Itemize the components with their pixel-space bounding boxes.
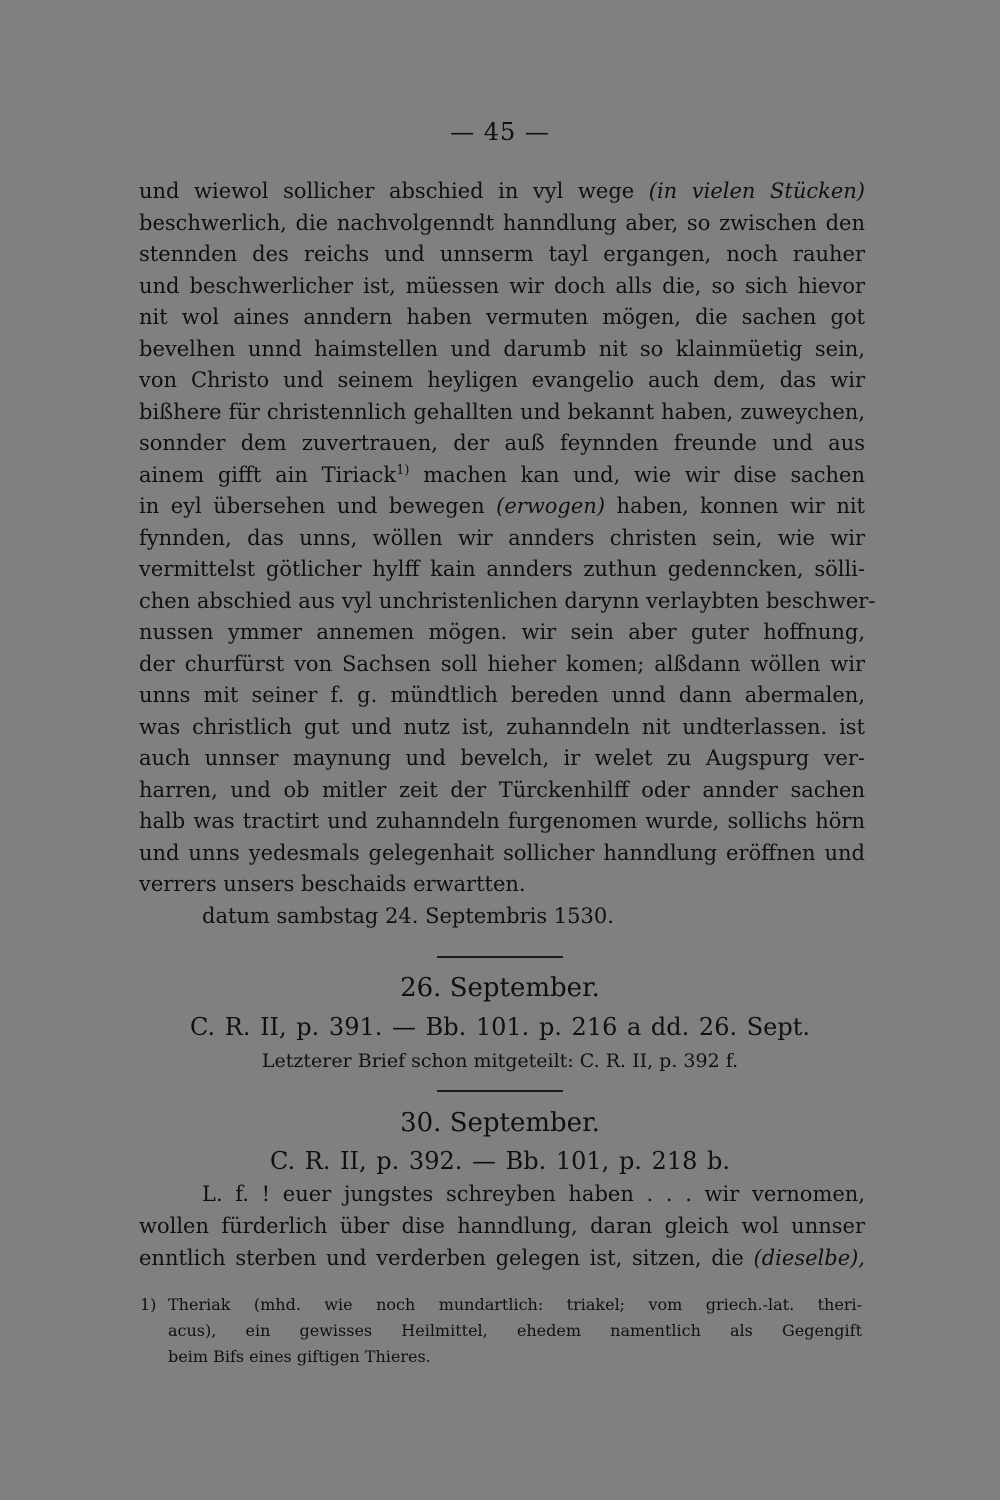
text-line: stennden des reichs und unnserm tayl ergangen, noch rauher xyxy=(139,242,865,266)
text-line: halb was tractirt und zuhanndeln furgenomen wurde, sollichs hörn xyxy=(139,809,865,833)
footnote xyxy=(140,1292,862,1370)
text-line: vermittelst götlicher hylff kain annders zuthun gedenncken, sölli- xyxy=(139,557,865,581)
text-line: bißhere für christennlich gehallten und bekannt haben, zuweychen, xyxy=(139,399,865,424)
footnote-line: acus), ein gewisses Heilmittel, ehedem namentlich als Gegengift xyxy=(168,1321,862,1340)
entry-note: Letzterer Brief schon mitgeteilt: C. R. II, p. 392 f. xyxy=(261,1050,739,1072)
text-line: verrers unsers beschaids erwartten. xyxy=(139,872,526,896)
text-line: chen abschied aus vyl unchristenlichen darynn verlaybten beschwer- xyxy=(139,588,876,613)
section-divider xyxy=(437,956,563,958)
text-line: auch unnser maynung und bevelch, ir welet zu Augspurg ver- xyxy=(139,746,865,770)
text-line: der churfürst von Sachsen soll hieher komen; alßdann wöllen wir xyxy=(139,651,865,676)
text-line: und wiewol sollicher abschied in vyl wege (in vielen Stücken) xyxy=(139,179,865,203)
text-line: beschwerlich, die nachvolgenndt hanndlung aber, so zwischen den xyxy=(139,210,865,235)
text-line: L. f. ! euer jungstes schreyben haben . . . wir vernomen, xyxy=(202,1182,865,1206)
text-line: und unns yedesmals gelegenhait sollicher hanndlung eröffnen und xyxy=(139,840,865,865)
letter-text xyxy=(139,1178,865,1274)
footnote-line: 1) Theriak (mhd. wie noch mundartlich: triakel; vom griech.-lat. theri- xyxy=(140,1292,862,1318)
entry-heading: 30. September. xyxy=(400,1108,600,1138)
text-line: und beschwerlicher ist, müessen wir doch alls die, so sich hievor xyxy=(139,273,865,298)
text-line: harren, und ob mitler zeit der Türckenhilff oder annder sachen xyxy=(139,777,865,802)
dateline: datum sambstag 24. Septembris 1530. xyxy=(202,903,614,928)
text-line: was christlich gut und nutz ist, zuhanndeln nit undterlassen. ist xyxy=(139,714,865,739)
entry-heading: 26. September. xyxy=(400,973,600,1003)
text-line: sonnder dem zuvertrauen, der auß feynnden freunde und aus xyxy=(139,431,865,455)
footnote-marker: 1) xyxy=(140,1295,157,1314)
text-line: nit wol aines anndern haben vermuten mögen, die sachen got xyxy=(139,305,865,329)
main-text xyxy=(139,176,876,932)
section-divider xyxy=(437,1090,563,1092)
text-line: nussen ymmer annemen mögen. wir sein aber guter hoffnung, xyxy=(139,620,865,644)
text-line: wollen fürderlich über dise hanndlung, daran gleich wol unnser xyxy=(139,1214,865,1238)
text-line: ainem gifft ain Tiriack$^{1)}$ machen kan und, wie wir dise sachen xyxy=(139,462,865,487)
footnote-line: beim Bifs eines giftigen Thieres. xyxy=(168,1347,431,1366)
page-number: — 45 — xyxy=(450,118,550,146)
text-line: in eyl übersehen und bewegen (erwogen) haben, konnen wir nit xyxy=(139,494,865,518)
text-line: fynnden, das unns, wöllen wir annders christen sein, wie wir xyxy=(139,525,865,550)
text-line: enntlich sterben und verderben gelegen ist, sitzen, die (dieselbe), xyxy=(139,1246,865,1270)
entry-reference: C. R. II, p. 392. — Bb. 101, p. 218 b. xyxy=(269,1147,730,1175)
entry-reference: C. R. II, p. 391. — Bb. 101. p. 216 a dd. 26. Sept. xyxy=(189,1013,810,1041)
text-line: von Christo und seinem heyligen evangelio auch dem, das wir xyxy=(139,368,865,392)
text-line: unns mit seiner f. g. mündtlich bereden unnd dann abermalen, xyxy=(139,683,865,707)
text-line: bevelhen unnd haimstellen und darumb nit so klainmüetig sein, xyxy=(139,336,865,361)
footnote-reference: 1) xyxy=(396,462,410,478)
